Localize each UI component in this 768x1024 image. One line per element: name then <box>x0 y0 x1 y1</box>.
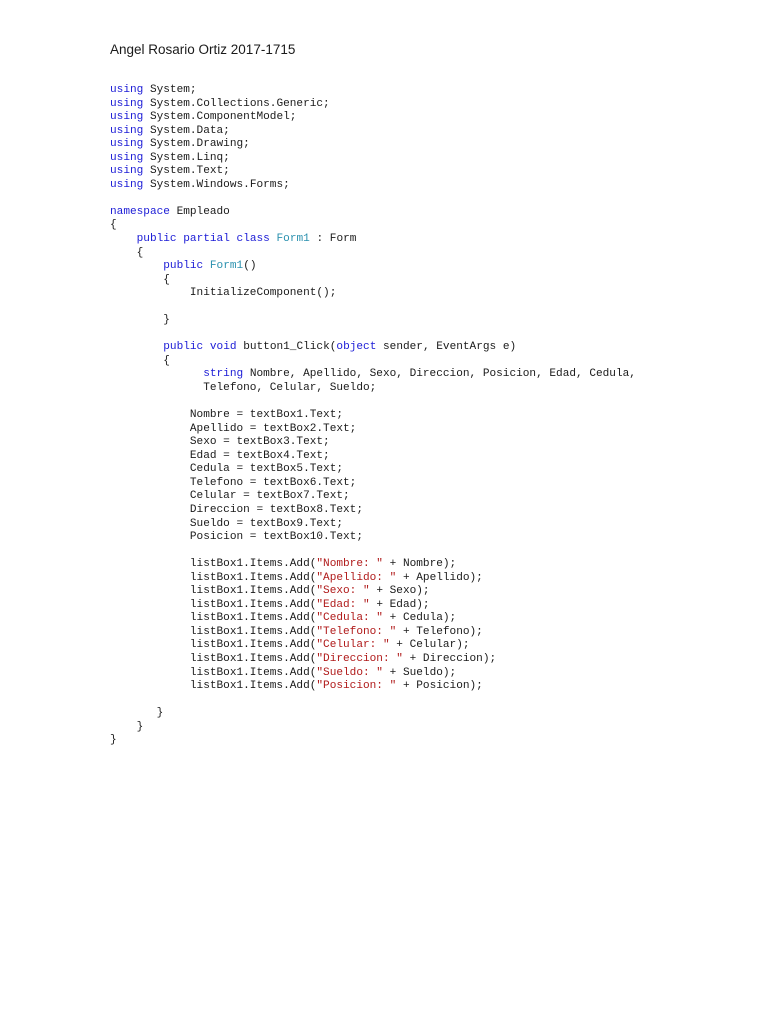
code-line <box>110 436 636 450</box>
code-text: Apellido = textBox2.Text; <box>110 422 357 435</box>
code-line <box>110 694 636 708</box>
code-keyword: using <box>110 111 144 124</box>
code-line <box>110 247 636 261</box>
code-text: { <box>110 273 170 286</box>
code-line <box>110 504 636 518</box>
code-text: + Sueldo); <box>382 666 457 679</box>
code-line <box>110 260 636 274</box>
code-line <box>110 490 636 504</box>
code-string: "Direccion: " <box>316 652 403 665</box>
code-text: Direccion = textBox8.Text; <box>110 503 363 516</box>
code-line <box>110 138 636 152</box>
code-keyword: void <box>209 341 237 354</box>
code-keyword: class <box>236 233 270 246</box>
code-keyword: using <box>110 151 144 164</box>
code-text <box>110 233 137 245</box>
code-line <box>110 355 636 369</box>
code-line <box>110 639 636 653</box>
code-line <box>110 585 636 599</box>
code-line <box>110 572 636 586</box>
code-line <box>110 192 636 206</box>
code-string: "Posicion: " <box>316 680 397 693</box>
code-text: System.Drawing; <box>143 138 250 151</box>
code-text: System.Text; <box>143 165 230 178</box>
code-text: + Celular); <box>389 639 470 652</box>
code-text: Empleado <box>169 205 230 218</box>
code-text: + Direccion); <box>402 652 497 665</box>
code-text: listBox1.Items.Add( <box>110 625 317 638</box>
code-text <box>230 233 237 245</box>
code-text: + Posicion); <box>396 680 483 693</box>
code-text: System.Linq; <box>143 151 230 164</box>
code-string: "Apellido: " <box>316 571 397 584</box>
code-line <box>110 206 636 220</box>
code-keyword: using <box>110 178 144 191</box>
code-text <box>110 260 163 272</box>
code-text: } <box>110 707 164 720</box>
code-string: "Sexo: " <box>316 585 370 598</box>
code-string: "Celular: " <box>316 639 390 652</box>
code-text: () <box>243 260 257 273</box>
code-text: Edad = textBox4.Text; <box>110 449 330 462</box>
code-keyword: using <box>110 138 144 151</box>
code-text: + Cedula); <box>382 612 457 625</box>
code-line <box>110 341 636 355</box>
code-text: listBox1.Items.Add( <box>110 612 317 625</box>
code-line <box>110 518 636 532</box>
code-text: } <box>110 720 144 733</box>
code-text: listBox1.Items.Add( <box>110 571 317 584</box>
code-text: Sexo = textBox3.Text; <box>110 436 330 449</box>
code-string: "Telefono: " <box>316 625 397 638</box>
code-keyword: object <box>336 341 377 354</box>
code-text: listBox1.Items.Add( <box>110 666 317 679</box>
code-keyword: partial <box>183 233 230 246</box>
code-text: + Nombre); <box>382 558 457 571</box>
code-text: listBox1.Items.Add( <box>110 652 317 665</box>
code-text: listBox1.Items.Add( <box>110 680 317 693</box>
code-keyword: public <box>163 260 204 273</box>
code-line <box>110 165 636 179</box>
code-line <box>110 463 636 477</box>
code-line <box>110 152 636 166</box>
code-line <box>110 734 636 748</box>
code-text: listBox1.Items.Add( <box>110 639 317 652</box>
code-text: Nombre, Apellido, Sexo, Direccion, Posicion, Edad, Cedula, <box>243 368 636 381</box>
code-text: System.Windows.Forms; <box>143 178 290 191</box>
code-line <box>110 219 636 233</box>
code-text: : Form <box>309 233 357 246</box>
code-text: Telefono, Celular, Sueldo; <box>110 382 377 395</box>
code-text: System.ComponentModel; <box>143 111 297 124</box>
code-text: } <box>110 314 170 327</box>
code-text <box>203 341 210 353</box>
code-line <box>110 423 636 437</box>
code-string: "Sueldo: " <box>316 666 383 679</box>
code-text <box>203 260 210 272</box>
code-text: listBox1.Items.Add( <box>110 558 317 571</box>
author-line: Angel Rosario Ortiz 2017-1715 <box>110 42 296 57</box>
code-line <box>110 612 636 626</box>
code-string: "Edad: " <box>316 598 370 611</box>
code-string: "Cedula: " <box>316 612 383 625</box>
code-line <box>110 111 636 125</box>
code-text: sender, EventArgs e) <box>376 341 517 354</box>
code-text: Telefono = textBox6.Text; <box>110 476 357 489</box>
code-type: Form1 <box>209 260 244 273</box>
code-line <box>110 98 636 112</box>
code-text: Nombre = textBox1.Text; <box>110 409 344 422</box>
code-text: { <box>110 246 144 259</box>
code-line <box>110 721 636 735</box>
code-line <box>110 84 636 98</box>
code-text <box>110 368 203 380</box>
code-line <box>110 287 636 301</box>
code-text <box>270 233 277 245</box>
code-text: + Apellido); <box>396 571 483 584</box>
code-keyword: public <box>136 233 177 246</box>
code-line <box>110 707 636 721</box>
code-text: System.Collections.Generic; <box>143 97 330 110</box>
code-line <box>110 667 636 681</box>
code-keyword: string <box>203 368 244 381</box>
code-line <box>110 653 636 667</box>
code-line <box>110 545 636 559</box>
code-text: button1_Click( <box>236 341 337 354</box>
code-text: } <box>110 734 117 747</box>
code-block <box>110 84 636 748</box>
code-line <box>110 626 636 640</box>
code-line <box>110 531 636 545</box>
code-line <box>110 396 636 410</box>
code-text: System.Data; <box>143 124 230 137</box>
code-string: "Nombre: " <box>316 558 383 571</box>
code-text: + Telefono); <box>396 625 483 638</box>
code-type: Form1 <box>276 233 310 246</box>
code-line <box>110 368 636 382</box>
code-text: + Sexo); <box>369 585 430 598</box>
code-keyword: namespace <box>110 205 170 218</box>
code-line <box>110 179 636 193</box>
code-keyword: using <box>110 97 144 110</box>
code-keyword: public <box>163 341 204 354</box>
code-keyword: using <box>110 165 144 178</box>
code-line <box>110 477 636 491</box>
code-line <box>110 382 636 396</box>
code-text: listBox1.Items.Add( <box>110 598 317 611</box>
code-line <box>110 328 636 342</box>
code-line <box>110 450 636 464</box>
code-text: { <box>110 219 117 232</box>
code-text: Celular = textBox7.Text; <box>110 490 350 503</box>
code-line <box>110 314 636 328</box>
code-line <box>110 599 636 613</box>
code-line <box>110 125 636 139</box>
code-line <box>110 409 636 423</box>
code-keyword: using <box>110 124 144 137</box>
code-text: Cedula = textBox5.Text; <box>110 463 344 476</box>
code-text <box>110 341 163 353</box>
code-line <box>110 558 636 572</box>
code-text: Posicion = textBox10.Text; <box>110 531 363 544</box>
code-line <box>110 301 636 315</box>
code-text: listBox1.Items.Add( <box>110 585 317 598</box>
code-text: Sueldo = textBox9.Text; <box>110 517 344 530</box>
code-text: InitializeComponent(); <box>110 287 337 300</box>
code-keyword: using <box>110 84 144 96</box>
code-line <box>110 274 636 288</box>
code-line <box>110 680 636 694</box>
code-text: System; <box>143 84 197 96</box>
code-text: { <box>110 354 170 367</box>
code-line <box>110 233 636 247</box>
code-text: + Edad); <box>369 598 430 611</box>
